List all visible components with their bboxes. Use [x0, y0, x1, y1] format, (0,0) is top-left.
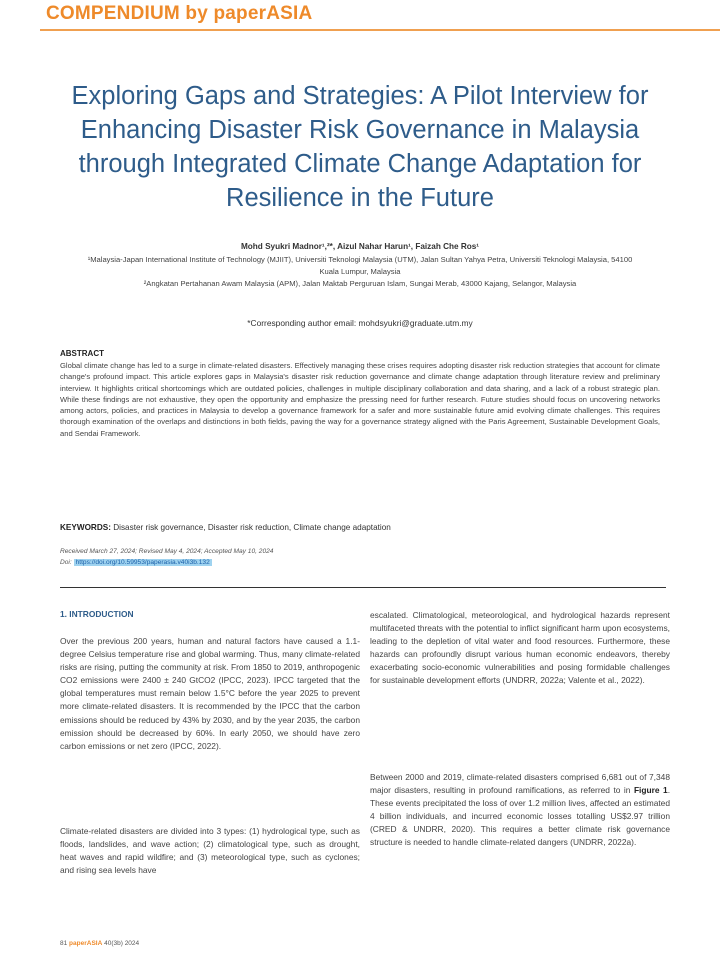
p4-text-a: Between 2000 and 2019, climate-related disasters comprised 6,681 out of 7,348 major disasters, resulting in profound ramifications, as referred to in — [370, 772, 670, 796]
section-divider — [60, 587, 666, 588]
page-footer — [60, 940, 139, 947]
header-rule — [40, 29, 720, 31]
affiliation-2: ²Angkatan Pertahanan Awam Malaysia (APM), Jalan Maktab Perguruan Islam, Sungai Merab, 43000 Kajang, Selangor, Malaysia — [143, 279, 577, 288]
intro-paragraph-3: escalated. Climatological, meteorological, and hydrological hazards represent multifaceted threats with the potential to inflict significant harm upon ecosystems, leading to the depletion of vital water and food resources. Furthermore, these hazards can profoundly disrupt various human economic endeavors, thereby exacerbating socio-economic vulnerabilities and posing formidable challenges for sustainable development efforts (UNDRR, 2022a; Valente et al., 2022). — [370, 610, 670, 686]
article-title: Exploring Gaps and Strategies: A Pilot Interview for Enhancing Disaster Risk Governance in Malaysia through Integrated Climate Change Adaptation for Resilience in the Future — [71, 82, 649, 213]
doi-link[interactable]: https://doi.org/10.59953/paperasia.v40i3b.132 — [75, 559, 210, 566]
doi-label: Doi: — [60, 559, 72, 566]
corresponding-email: *Corresponding author email: mohdsyukri@graduate.utm.my — [247, 318, 473, 328]
doi-row — [60, 559, 212, 566]
footer-brand: paperASIA — [69, 940, 103, 947]
keywords-text: Disaster risk governance, Disaster risk reduction, Climate change adaptation — [113, 523, 391, 532]
intro-paragraph-2: Climate-related disasters are divided into 3 types: (1) hydrological type, such as floods, landslides, and wave action; (2) climatological type, such as drought, heat waves and rapid wildfire; and (3) meteorological type, such as cyclones; and rising sea levels have — [60, 826, 360, 876]
article-dates: Received March 27, 2024; Revised May 4, 2024; Accepted May 10, 2024 — [60, 548, 274, 555]
page-number: 81 — [60, 940, 68, 947]
journal-brand: COMPENDIUM by paperASIA — [46, 3, 313, 24]
intro-paragraph-1: Over the previous 200 years, human and natural factors have caused a 1.1-degree Celsius temperature rise and global warming. Thus, many climate-related risks are rising, putting the community at risk. From 1850 to 2019, anthropogenic CO2 emissions were 2400 ± 240 GtCO2 (IPCC, 2023). IPCC targeted that the global temperatures must remain below 1.5°C before the year 2025 to prevent more climate-related disasters. It is recommended by the IPCC that the carbon emissions should be reduced by 43% by 2030, and by the year 2035, the carbon emission should be decreased by 60%. In early 2050, we should have zero carbon emissions or net zero (IPCC, 2022). — [60, 636, 360, 751]
intro-paragraph-4 — [370, 771, 670, 850]
abstract-heading: ABSTRACT — [60, 349, 104, 358]
keywords — [60, 523, 660, 532]
p4-text-b: . These events precipitated the loss of over 1.2 million lives, affected an estimated 4 billion individuals, and incurred economic losses totalling US$2.97 trillion (CRED & UNDRR, 2020). This requires a better climate risk governance structure is needed to handle climate-related dangers (UNDRR, 2022a). — [370, 785, 671, 848]
introduction-heading: 1. INTRODUCTION — [60, 609, 134, 619]
keywords-label: KEYWORDS: — [60, 523, 111, 532]
abstract-text: Global climate change has led to a surge in climate-related disasters. Effectively managing these crises requires adopting disaster risk reduction strategies that account for climate change's profound impact. This article explores gaps in Malaysia's disaster risk reduction governance and climate change adaptation through literature review and preliminary interview. It highlights critical shortcomings which are outdated policies, challenges in multiple disciplinary collaboration and data sharing, and a lack of a robust strategic plan. While these findings are not exhaustive, they open the opportunity and emphasize the pressing need for further research. Future studies should focus on uncovering networks among actors, policies, and practices in Malaysia to develop a governance framework for a safer and more sustainable future amid evolving climate challenges. This requires thorough examination of the overlaps and distinctions in both fields, paving the way for a governance strategy aligned with the Paris Agreement, Sustainable Development Goals, and Sendai Framework. — [60, 361, 660, 438]
footer-issue: 40(3b) 2024 — [104, 940, 140, 947]
figure-1-reference[interactable]: Figure 1 — [633, 785, 668, 796]
journal-header — [0, 0, 720, 32]
author-list: Mohd Syukri Madnor¹,²*, Aizul Nahar Harun¹, Faizah Che Ros¹ — [240, 242, 480, 251]
affiliation-1: ¹Malaysia-Japan International Institute of Technology (MJIIT), Universiti Teknologi Malaysia (UTM), Jalan Sultan Yahya Petra, Universiti Teknologi Malaysia, 54100 Kuala Lumpur, Malaysia — [87, 255, 633, 276]
